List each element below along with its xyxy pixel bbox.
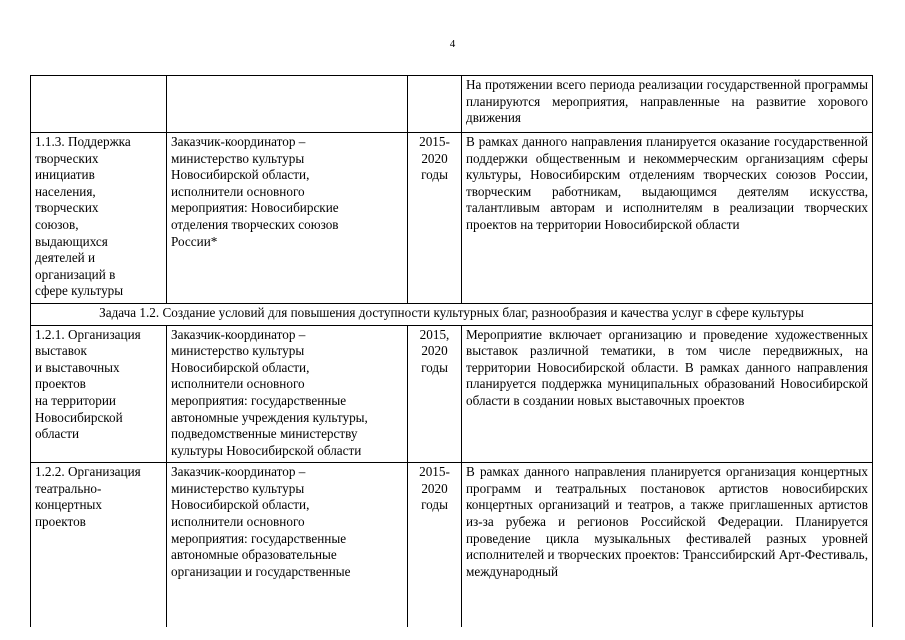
cell-description: Мероприятие включает организацию и проведение художественных выставок различной тематики, в том числе передвижных, на территории Новосибирской области. В рамках данного направления планируется поддержка муниципальных образований Новосибирской области в создании новых выставочных проектов [462, 325, 873, 463]
cell-executor: Заказчик-координатор – министерство культуры Новосибирской области, исполнители основного мероприятия: государственные автономные учреждения культуры, подведомственные министерству культуры Новосибирской области [167, 325, 408, 463]
table-row [31, 463, 873, 628]
cell-description: В рамках данного направления планируется оказание государственной поддержки общественным и некоммерческим организациям сферы культуры, Новосибирским отделениям творческих союзов России, творческим работникам, выдающимся деятелям искусства, талантливым авторам и исполнителям в реализации творческих проектов на территории Новосибирской области [462, 133, 873, 304]
cell-executor: Заказчик-координатор – министерство культуры Новосибирской области, исполнители основного мероприятия: государственные автономные образовательные организации и государственные [167, 463, 408, 628]
task-row [31, 303, 873, 325]
table-row [31, 133, 873, 304]
cell-period: 2015, 2020 годы [408, 325, 462, 463]
cell-executor [167, 76, 408, 133]
cell-description: В рамках данного направления планируется организация концертных программ и театральных постановок артистов новосибирских концертных организаций и театров, а также приглашенных артистов из-за рубежа и регионов Российской Федерации. Планируется проведение цикла музыкальных фестивалей разных уровней исполнителей и творческих проектов: Транссибирский Арт-Фестиваль, международный [462, 463, 873, 628]
cell-period: 2015- 2020 годы [408, 133, 462, 304]
cell-name [31, 76, 167, 133]
cell-name: 1.2.2. Организация театрально- концертных проектов [31, 463, 167, 628]
page-number: 4 [449, 38, 456, 50]
cell-period: 2015- 2020 годы [408, 463, 462, 628]
table-row [31, 76, 873, 133]
cell-description: На протяжении всего периода реализации государственной программы планируются мероприятия, направленные на развитие хорового движения [462, 76, 873, 133]
cell-name: 1.1.3. Поддержка творческих инициатив населения, творческих союзов, выдающихся деятелей и организаций в сфере культуры [31, 133, 167, 304]
cell-name: 1.2.1. Организация выставок и выставочных проектов на территории Новосибирской области [31, 325, 167, 463]
program-table [30, 75, 873, 627]
cell-executor: Заказчик-координатор – министерство культуры Новосибирской области, исполнители основного мероприятия: Новосибирские отделения творческих союзов России* [167, 133, 408, 304]
cell-period [408, 76, 462, 133]
table-row [31, 325, 873, 463]
task-heading: Задача 1.2. Создание условий для повышения доступности культурных благ, разнообразия и качества услуг в сфере культуры [31, 303, 873, 325]
